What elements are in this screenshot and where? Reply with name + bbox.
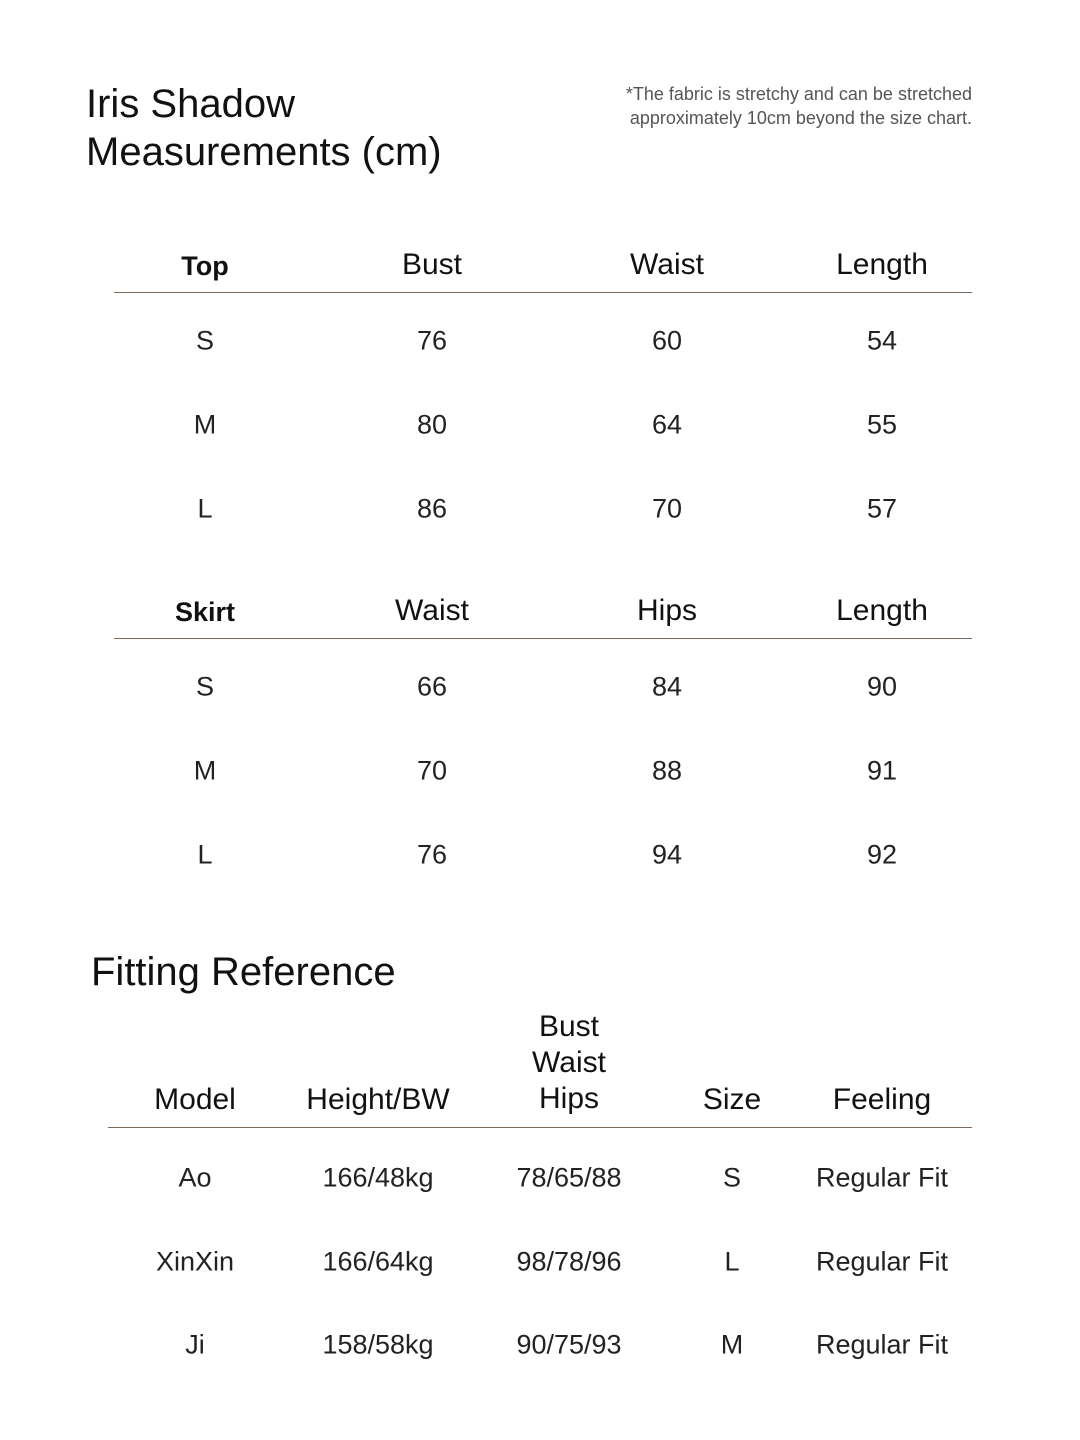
stretch-note-line2: approximately 10cm beyond the size chart. xyxy=(629,108,972,128)
skirt-header-length: Length xyxy=(836,594,928,627)
skirt-waist-m: 70 xyxy=(416,755,448,786)
page-title xyxy=(86,80,442,176)
table-row xyxy=(114,813,972,897)
model-feeling: Regular Fit xyxy=(815,1246,949,1276)
top-header-length: Length xyxy=(836,248,928,281)
model-height-bw: 158/58kg xyxy=(322,1329,434,1360)
stretch-note xyxy=(552,82,972,130)
model-bwh: 90/75/93 xyxy=(516,1329,622,1360)
table-row xyxy=(114,729,972,813)
model-size: L xyxy=(724,1246,740,1276)
skirt-hips-s: 84 xyxy=(651,671,683,702)
top-bust-l: 86 xyxy=(416,493,448,524)
skirt-waist-s: 66 xyxy=(416,671,448,702)
skirt-length-l: 92 xyxy=(866,839,898,870)
top-length-l: 57 xyxy=(866,493,898,524)
skirt-header-hips: Hips xyxy=(636,594,698,627)
skirt-hips-m: 88 xyxy=(651,755,683,786)
skirt-hips-l: 94 xyxy=(651,839,683,870)
skirt-size-s: S xyxy=(195,671,215,702)
table-row xyxy=(114,467,972,551)
measurements-heading: Measurements (cm) xyxy=(86,130,442,174)
fitting-reference-table xyxy=(108,1008,972,1387)
top-waist-l: 70 xyxy=(651,493,683,524)
model-name: Ao xyxy=(178,1162,212,1193)
top-header-bust: Bust xyxy=(401,248,463,281)
fitting-header-hips: Hips xyxy=(538,1082,600,1115)
top-size-table xyxy=(114,228,972,551)
table-row xyxy=(108,1303,972,1387)
top-bust-m: 80 xyxy=(416,409,448,440)
model-feeling: Regular Fit xyxy=(815,1329,949,1360)
top-size-m: M xyxy=(193,409,217,440)
top-size-s: S xyxy=(195,325,215,356)
model-size: M xyxy=(720,1329,744,1360)
skirt-size-l: L xyxy=(197,839,213,870)
top-header-waist: Waist xyxy=(630,248,704,281)
top-waist-s: 60 xyxy=(651,325,683,356)
top-length-s: 54 xyxy=(866,325,898,356)
model-bwh: 98/78/96 xyxy=(516,1246,622,1276)
model-height-bw: 166/64kg xyxy=(322,1246,434,1276)
fitting-header-feeling: Feeling xyxy=(832,1083,932,1116)
model-size: S xyxy=(722,1162,742,1193)
table-row xyxy=(108,1220,972,1303)
table-row xyxy=(114,299,972,383)
skirt-waist-l: 76 xyxy=(416,839,448,870)
table-row xyxy=(108,1136,972,1220)
model-bwh: 78/65/88 xyxy=(516,1162,622,1193)
product-name: Iris Shadow xyxy=(86,82,295,126)
stretch-note-line1: *The fabric is stretchy and can be stretched xyxy=(625,84,972,104)
top-bust-s: 76 xyxy=(416,325,448,356)
fitting-header-row xyxy=(108,1008,972,1128)
model-feeling: Regular Fit xyxy=(815,1162,949,1193)
skirt-header-waist: Waist xyxy=(395,594,469,627)
fitting-header-size: Size xyxy=(702,1083,762,1116)
model-name: Ji xyxy=(185,1329,205,1360)
table-row xyxy=(114,383,972,467)
skirt-length-s: 90 xyxy=(866,671,898,702)
skirt-size-m: M xyxy=(193,755,217,786)
top-header-label: Top xyxy=(181,251,229,281)
model-name: XinXin xyxy=(155,1246,235,1276)
fitting-header-bust: Bust xyxy=(538,1010,600,1043)
skirt-header-label: Skirt xyxy=(174,597,236,627)
top-size-l: L xyxy=(197,493,213,524)
fitting-header-height-bw: Height/BW xyxy=(306,1083,450,1116)
fitting-header-model: Model xyxy=(154,1083,236,1116)
fitting-reference-title: Fitting Reference xyxy=(91,950,396,994)
table-row xyxy=(114,645,972,729)
model-height-bw: 166/48kg xyxy=(322,1162,434,1193)
skirt-header-row xyxy=(114,575,972,639)
top-length-m: 55 xyxy=(866,409,898,440)
fitting-header-bwh xyxy=(532,1009,606,1117)
fitting-header-waist: Waist xyxy=(532,1046,606,1079)
skirt-size-table xyxy=(114,575,972,897)
skirt-length-m: 91 xyxy=(866,755,898,786)
top-header-row xyxy=(114,228,972,293)
top-waist-m: 64 xyxy=(651,409,683,440)
